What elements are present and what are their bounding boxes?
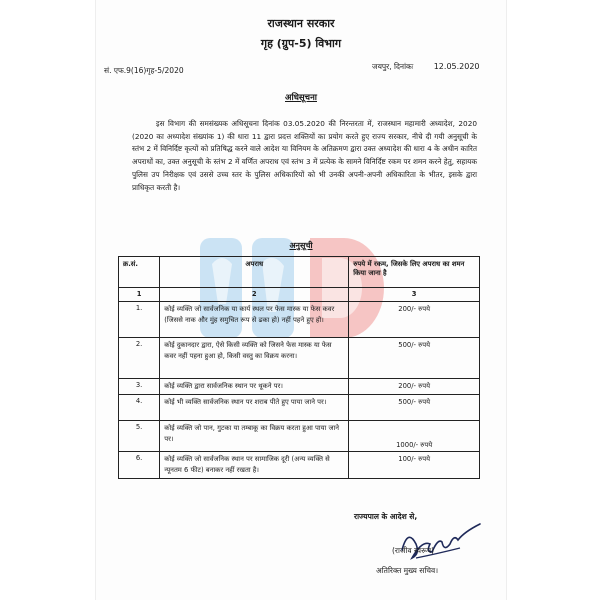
schedule-title: अनुसूची [289,241,313,250]
table-row [119,452,480,479]
signer-name: (राजीव स्वरूप) [392,546,435,555]
row-offence: कोई व्यक्ति द्वारा सार्वजनिक स्थान पर थूकने पर। [160,379,349,395]
place-label: जयपुर, दिनांकः [372,62,414,71]
column-number: 2 [160,288,349,302]
table-header-row [119,257,480,288]
column-number-row [119,288,480,302]
signer-designation: अतिरिक्त मुख्य सचिव। [376,566,439,575]
table-row [119,302,480,338]
column-number: 3 [349,288,480,302]
table-row [119,338,480,379]
row-offence: कोई व्यक्ति जो सार्वजनिक या कार्य स्थल पर फेस मास्क या फेस कवर (जिससे नाक और मुंह समुचित रूप से ढका हो) नहीं पहने हुए हो। [160,302,349,338]
row-amount: 500/- रुपये [349,395,480,421]
signature-icon [396,520,486,570]
row-offence: कोई व्यक्ति जो पान, गुटका या तम्बाकू का विक्रय करता हुआ पाया जाने पर। [160,421,349,452]
table-row [119,395,480,421]
row-serial: 1. [119,302,160,338]
notification-body: इस विभाग की समसंख्यक अधिसूचना दिनांक 03.05.2020 की निरन्तरता में, राजस्थान महामारी अध्यादेश, 2020 (2020 का अध्यादेश संख्यांक 1) की धारा 11 द्वारा प्रदत्त शक्तियों का प्रयोग करते हुए राज्य सरकार, नीचे दी गयी अनुसूची के स्तंभ 2 में विनिर्दिष्ट कृत्यों को प्रतिषिद्ध करने वाले आदेश या विनियम के अतिक्रमण द्वारा उक्त अध्यादेश की धारा 4 के अधीन कारित अपराधों का, उक्त अनुसूची के स्तंभ 2 में वर्णित अपराध एवं स्तंभ 3 में प्रत्येक के सामने विनिर्दिष्ट रकम पर शमन करने हेतु, सहायक पुलिस उप निरीक्षक एवं उससे उच्च स्तर के पुलिस अधिकारियों को भी उनकी अपनी-अपनी अधिकारिता के भीतर, इसके द्वारा प्राधिकृत करती है। [132,119,477,192]
government-title: राजस्थान सरकार [267,17,335,30]
header-offence: अपराध [160,257,349,288]
header-amount: रुपये में रकम, जिसके लिए अपराध का शमन किया जाना है [349,257,480,288]
row-amount: 100/- रुपये [349,452,480,479]
schedule-table [118,256,480,479]
table-row [119,379,480,395]
row-serial: 4. [119,395,160,421]
row-serial: 6. [119,452,160,479]
order-line: राज्यपाल के आदेश से, [354,512,418,521]
row-serial: 3. [119,379,160,395]
row-amount: 200/- रुपये [349,302,480,338]
row-serial: 5. [119,421,160,452]
row-serial: 2. [119,338,160,379]
reference-number: सं. एफ.9(16)गृह-5/2020 [104,66,184,75]
row-offence: कोई व्यक्ति जो सार्वजनिक स्थान पर सामाजिक दूरी (अन्य व्यक्ति से न्यूनतम 6 फीट) बनाकर नहीं रखता है। [160,452,349,479]
table-row [119,421,480,452]
date-block [372,62,480,72]
header-serial: क्र.सं. [119,257,160,288]
column-number: 1 [119,288,160,302]
issue-date: 12.05.2020 [433,62,480,71]
row-amount: 500/- रुपये [349,338,480,379]
row-offence: कोई भी व्यक्ति सार्वजनिक स्थान पर शराब पीते हुए पाया जाने पर। [160,395,349,421]
notification-title: अधिसूचना [285,93,317,103]
row-amount: 1000/- रुपये [349,421,480,452]
row-offence: कोई दुकानदार द्वारा, ऐसे किसी व्यक्ति को जिसने फेस मास्क या फेस कवर नहीं पहना हुआ हो, किसी वस्तु का विक्रय करना। [160,338,349,379]
row-amount: 200/- रुपये [349,379,480,395]
document-page [96,0,506,600]
department-title: गृह (ग्रुप-5) विभाग [260,37,342,50]
